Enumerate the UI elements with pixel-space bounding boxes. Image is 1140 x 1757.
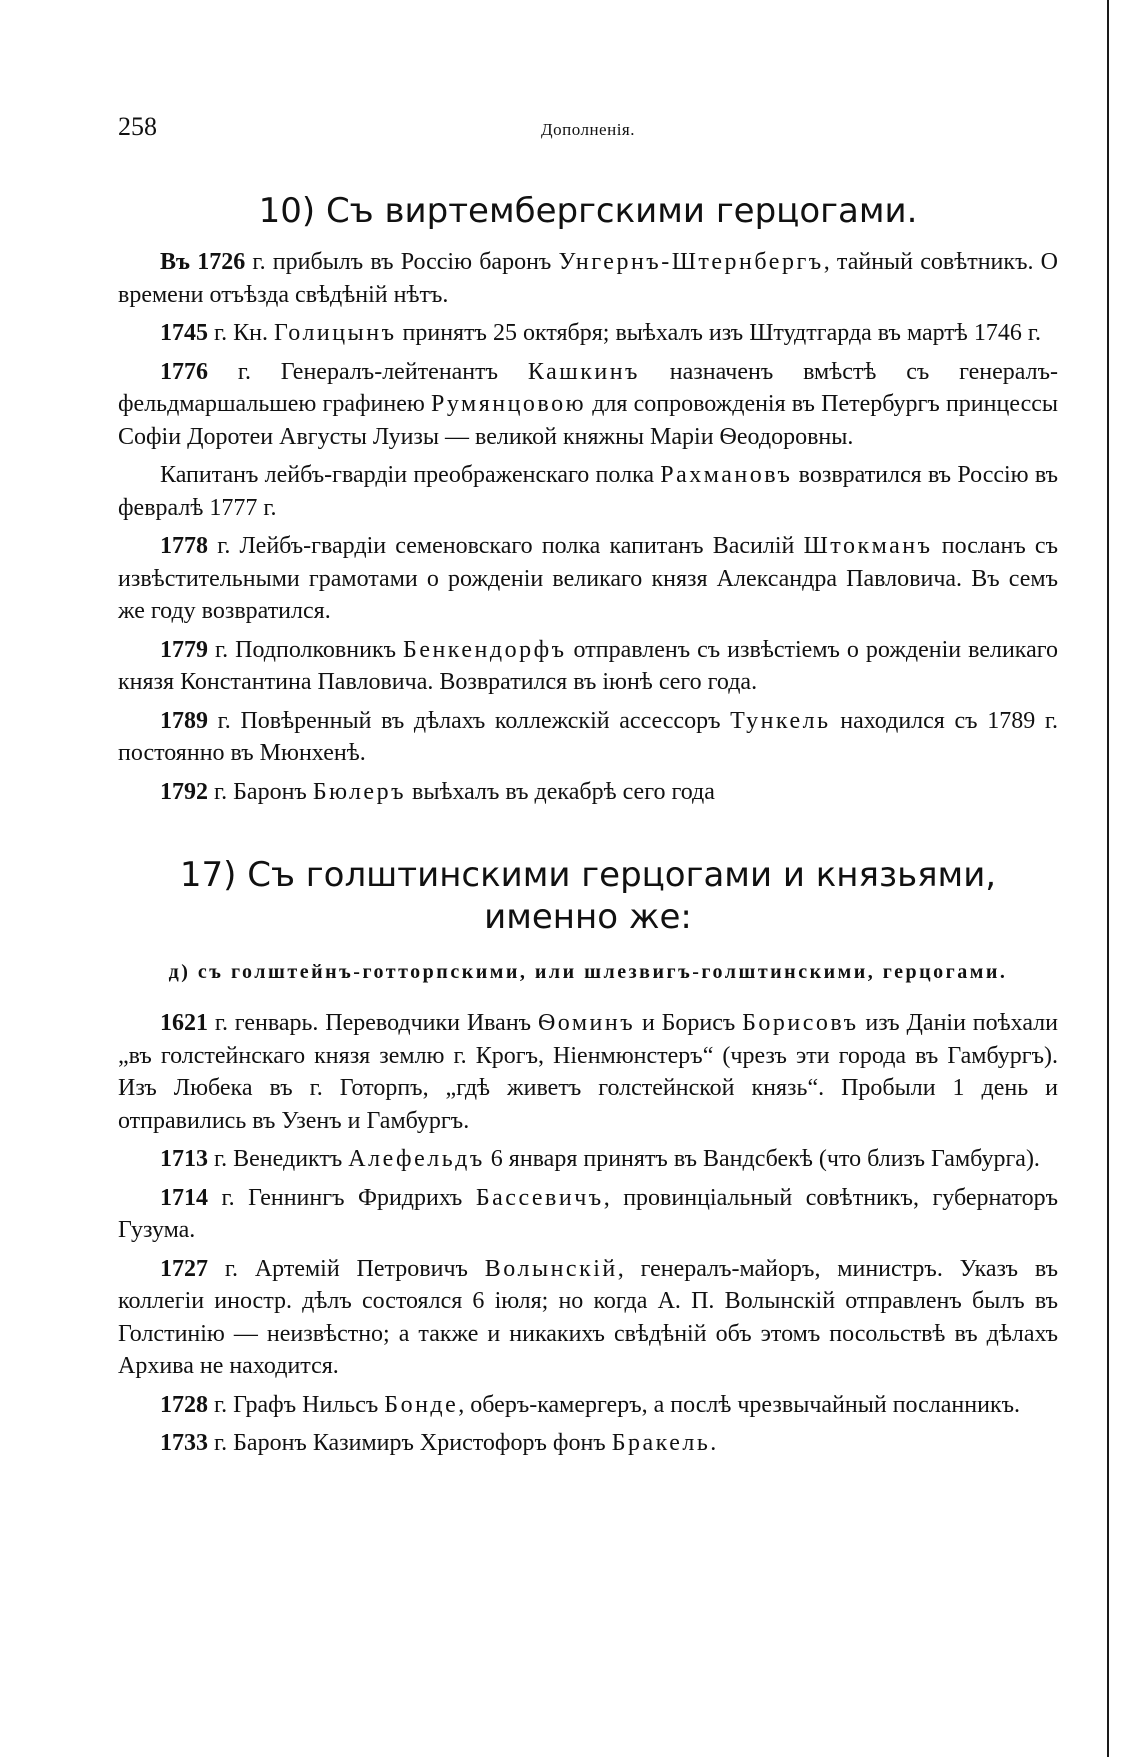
- entry-text: , оберъ-камергеръ, а послѣ чрезвычайный посланникъ.: [458, 1391, 1021, 1418]
- entry-name-spaced: Рахмановъ: [660, 462, 793, 488]
- entry-year: 1714: [160, 1184, 208, 1211]
- entry-name-spaced: Бассевичъ: [475, 1184, 604, 1211]
- entry-year: 1778: [160, 533, 208, 559]
- entry-name-spaced: Волынскій: [484, 1255, 618, 1282]
- entry-paragraph: [118, 246, 1058, 311]
- entry-name-spaced: Ѳоминъ: [537, 1010, 636, 1036]
- entry-name-spaced: Кашкинъ: [527, 358, 640, 385]
- entry-paragraph: [118, 1427, 1058, 1460]
- entry-text: г. Графъ Нильсъ: [208, 1391, 385, 1418]
- entry-name-spaced: Бенкендорфъ: [403, 636, 567, 663]
- entry-year: 1789: [160, 707, 208, 734]
- entry-name-spaced: Тункель: [730, 707, 831, 734]
- entry-paragraph: [118, 1182, 1058, 1247]
- section-title-holstein: [118, 854, 1058, 938]
- entry-year: 1792: [160, 778, 208, 805]
- entry-text: отправленъ съ извѣстіемъ о рожденіи великаго князя Константина Павловича. Возвратился въ іюнѣ сего года.: [118, 636, 1058, 695]
- running-title: Дополненія.: [541, 120, 635, 139]
- entry-text: г. Баронъ: [208, 778, 313, 805]
- section-subtitle: д) съ голштейнъ-готторпскими, или шлезвигъ-голштинскими, герцогами.: [168, 961, 1008, 983]
- page-content: [118, 190, 1058, 1466]
- entry-name-spaced: Алефельдъ: [348, 1146, 485, 1172]
- entry-text: для сопровожденія въ Петербургъ принцессы Софіи Доротеи Августы Луизы — великой княжны Маріи Ѳеодоровны.: [118, 391, 1058, 450]
- entry-text: г. Кн.: [208, 320, 274, 346]
- entry-paragraph: [118, 1389, 1058, 1422]
- entry-year: 1728: [160, 1391, 208, 1418]
- entry-text: г. Артемій Петровичъ: [208, 1255, 485, 1282]
- entry-text: г. Геннингъ Фридрихъ: [208, 1184, 476, 1211]
- section-title-line2: именно же:: [484, 897, 692, 937]
- entry-year: 1745: [160, 320, 208, 346]
- entry-name-spaced: Румянцовою: [430, 391, 587, 417]
- section1-entries: [118, 246, 1058, 808]
- entry-text: изъ Даніи поѣхали „въ голстейнскаго князя землю г. Крогъ, Ніенмюнстеръ“ (чрезъ эти города въ Гамбургъ). Изъ Любека въ г. Готорпъ, „гдѣ живетъ голстейнской князь“. Пробыли 1 день и отправились въ Узенъ и Гамбургъ.: [118, 1010, 1059, 1134]
- page-header: [118, 112, 1058, 142]
- page-edge-line: [1107, 0, 1109, 1757]
- entry-paragraph: [118, 356, 1058, 454]
- entry-text: г. прибылъ въ Россію баронъ: [245, 249, 559, 275]
- section-title-wurttemberg: 10) Съ виртембергскими герцогами.: [258, 191, 918, 231]
- entry-text: г. Генералъ-лейтенантъ: [208, 358, 528, 385]
- entry-paragraph: [118, 530, 1058, 628]
- entry-name-spaced: Борисовъ: [742, 1010, 859, 1036]
- entry-paragraph: [118, 1007, 1058, 1137]
- entry-text: г. Лейбъ-гвардіи семеновскаго полка капитанъ Василій: [208, 533, 804, 559]
- entry-name-spaced: Голицынъ: [274, 320, 397, 346]
- entry-paragraph: [118, 705, 1058, 770]
- entry-year: 1727: [160, 1255, 208, 1282]
- entry-year: 1776: [160, 358, 208, 385]
- entry-paragraph: [118, 634, 1058, 699]
- entry-text: г. Подполковникъ: [208, 636, 404, 663]
- page-number: 258: [118, 112, 157, 141]
- entry-text: , генералъ-майоръ, министръ. Указъ въ коллегіи иностр. дѣлъ состоялся 6 іюля; но когда А. П. Волынскій отправленъ былъ въ Голстинію — неизвѣстно; а также и никакихъ свѣдѣній объ этомъ посольствѣ въ дѣлахъ Архива не находится.: [118, 1255, 1058, 1379]
- entry-name-spaced: Унгернъ-Штернбергъ: [558, 249, 824, 275]
- entry-text: , тайный совѣтникъ. О времени отъѣзда свѣдѣній нѣтъ.: [118, 249, 1059, 308]
- section-title-line1: 17) Съ голштинскими герцогами и князьями,: [179, 855, 997, 895]
- entry-year: 1713: [160, 1146, 208, 1172]
- entry-name-spaced: Бонде: [384, 1391, 459, 1418]
- section2-entries: [118, 1007, 1058, 1460]
- entry-text: .: [710, 1430, 717, 1456]
- entry-paragraph: [118, 317, 1058, 350]
- entry-paragraph: [118, 776, 1058, 809]
- entry-year: 1733: [160, 1430, 208, 1456]
- entry-text: выѣхалъ въ декабрѣ сего года: [405, 778, 715, 805]
- entry-text: и Борисъ: [635, 1010, 743, 1036]
- entry-text: посланъ съ извѣстительными грамотами о рожденіи великаго князя Александра Павловича. Въ семъ же году возвратился.: [118, 533, 1058, 624]
- entry-text: г. Повѣренный въ дѣлахъ коллежскій ассессоръ: [208, 707, 731, 734]
- entry-paragraph: [118, 1253, 1058, 1383]
- entry-paragraph: [118, 459, 1058, 524]
- entry-text: г. Баронъ Казимиръ Христофоръ фонъ: [208, 1430, 612, 1456]
- entry-text: принятъ 25 октября; выѣхалъ изъ Штудтгарда въ мартѣ 1746 г.: [396, 320, 1041, 346]
- entry-text: , провинціальный совѣтникъ, губернаторъ Гузума.: [118, 1184, 1058, 1243]
- entry-year: 1779: [160, 636, 208, 663]
- entry-name-spaced: Бракель: [611, 1430, 711, 1456]
- entry-name-spaced: Бюлеръ: [312, 778, 406, 805]
- entry-text: Капитанъ лейбъ-гвардіи преображенскаго полка: [160, 462, 661, 488]
- entry-year: Въ 1726: [160, 249, 246, 275]
- entry-name-spaced: Штокманъ: [803, 533, 933, 559]
- entry-text: 6 января принятъ въ Вандсбекѣ (что близъ Гамбурга).: [484, 1146, 1040, 1172]
- entry-text: возвратился въ Россію въ февралѣ 1777 г.: [118, 462, 1058, 521]
- entry-text: г. Венедиктъ: [208, 1146, 349, 1172]
- entry-text: г. генварь. Переводчики Иванъ: [208, 1010, 538, 1036]
- entry-year: 1621: [160, 1010, 208, 1036]
- entry-paragraph: [118, 1143, 1058, 1176]
- entry-text: находился съ 1789 г. постоянно въ Мюнхенѣ.: [118, 707, 1058, 766]
- entry-text: назначенъ вмѣстѣ съ генералъ-фельдмаршальшею графинею: [118, 358, 1058, 417]
